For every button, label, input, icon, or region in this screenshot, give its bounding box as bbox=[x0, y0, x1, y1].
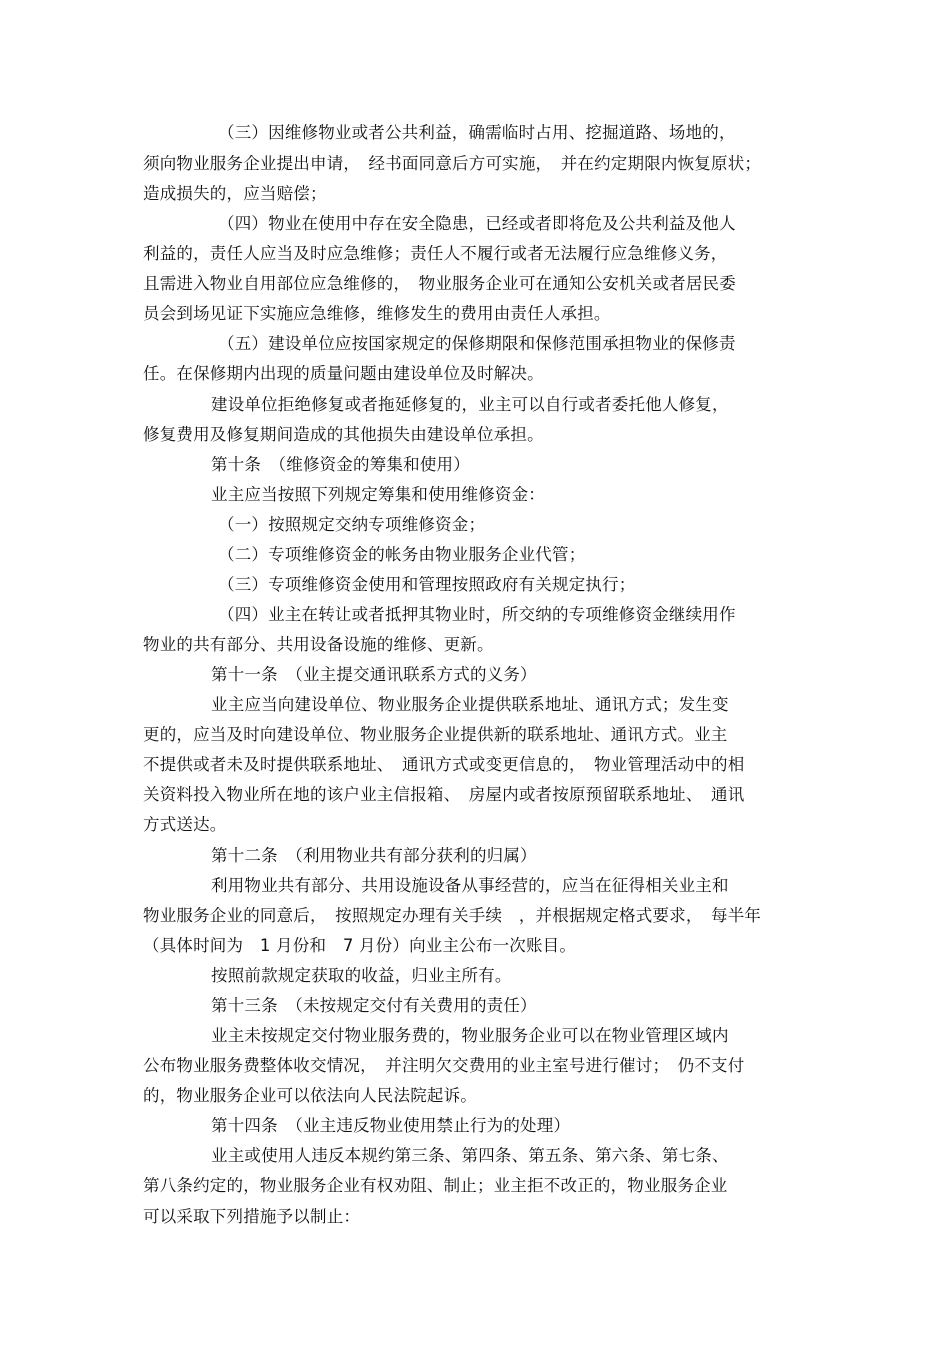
text-line: 建设单位拒绝修复或者拖延修复的，业主可以自行或者委托他人修复， bbox=[211, 395, 729, 414]
text-line: （一）按照规定交纳专项维修资金； bbox=[218, 515, 486, 534]
text-line: 方式送达。 bbox=[143, 815, 227, 834]
text-line: 任。在保修期内出现的质量问题由建设单位及时解决。 bbox=[143, 364, 544, 383]
text-line: （三）专项维修资金使用和管理按照政府有关规定执行； bbox=[218, 575, 636, 594]
text-line: 关资料投入物业所在地的该户业主信报箱、 房屋内或者按原预留联系地址、 通讯 bbox=[143, 785, 745, 804]
section-heading: 第十三条 （未按规定交付有关费用的责任） bbox=[211, 996, 537, 1015]
text-line: 按照前款规定获取的收益，归业主所有。 bbox=[211, 966, 512, 985]
text-line: 的，物业服务企业可以依法向人民法院起诉。 bbox=[143, 1086, 477, 1105]
text-line: （四）业主在转让或者抵押其物业时，所交纳的专项维修资金继续用作 bbox=[218, 605, 736, 624]
section-heading: 第十条 （维修资金的筹集和使用） bbox=[211, 455, 470, 474]
text-line: 修复费用及修复期间造成的其他损失由建设单位承担。 bbox=[143, 425, 544, 444]
text-line: 业主或使用人违反本规约第三条、第四条、第五条、第六条、第七条、 bbox=[211, 1146, 729, 1165]
text-line: 且需进入物业自用部位应急维修的， 物业服务企业可在通知公安机关或者居民委 bbox=[143, 274, 736, 293]
text-line: 可以采取下列措施予以制止： bbox=[143, 1207, 361, 1226]
text-line: （五）建设单位应按国家规定的保修期限和保修范围承担物业的保修责 bbox=[218, 334, 736, 353]
text-line: 造成损失的，应当赔偿； bbox=[143, 184, 327, 203]
text-line: 业主应当按照下列规定筹集和使用维修资金： bbox=[211, 485, 545, 504]
text-line: （四）物业在使用中存在安全隐患，已经或者即将危及公共利益及他人 bbox=[218, 214, 736, 233]
text-line: （具体时间为 1 月份和 7 月份）向业主公布一次账目。 bbox=[143, 936, 577, 955]
section-heading: 第十一条 （业主提交通讯联系方式的义务） bbox=[211, 665, 537, 684]
text-line: 更的，应当及时向建设单位、物业服务企业提供新的联系地址、通讯方式。业主 bbox=[143, 725, 728, 744]
text-line: （三）因维修物业或者公共利益，确需临时占用、挖掘道路、场地的， bbox=[218, 123, 736, 142]
text-line: 利用物业共有部分、共用设施设备从事经营的，应当在征得相关业主和 bbox=[211, 876, 729, 895]
text-line: 物业的共有部分、共用设备设施的维修、更新。 bbox=[143, 635, 494, 654]
text-line: 公布物业服务费整体收交情况， 并注明欠交费用的业主室号进行催讨； 仍不支付 bbox=[143, 1056, 745, 1075]
text-line: 业主未按规定交付物业服务费的，物业服务企业可以在物业管理区域内 bbox=[211, 1026, 729, 1045]
section-heading: 第十二条 （利用物业共有部分获利的归属） bbox=[211, 846, 537, 865]
text-line: （二）专项维修资金的帐务由物业服务企业代管； bbox=[218, 545, 586, 564]
text-line: 业主应当向建设单位、物业服务企业提供联系地址、通讯方式；发生变 bbox=[211, 695, 729, 714]
text-line: 不提供或者未及时提供联系地址、 通讯方式或变更信息的， 物业管理活动中的相 bbox=[143, 755, 745, 774]
text-line: 利益的，责任人应当及时应急维修；责任人不履行或者无法履行应急维修义务， bbox=[143, 244, 728, 263]
text-line: 第八条约定的，物业服务企业有权劝阻、制止；业主拒不改正的，物业服务企业 bbox=[143, 1176, 728, 1195]
section-heading: 第十四条 （业主违反物业使用禁止行为的处理） bbox=[211, 1116, 571, 1135]
text-line: 须向物业服务企业提出申请， 经书面同意后方可实施， 并在约定期限内恢复原状； bbox=[143, 154, 762, 173]
text-line: 员会到场见证下实施应急维修，维修发生的费用由责任人承担。 bbox=[143, 304, 611, 323]
text-line: 物业服务企业的同意后， 按照规定办理有关手续 ，并根据规定格式要求， 每半年 bbox=[143, 906, 762, 925]
